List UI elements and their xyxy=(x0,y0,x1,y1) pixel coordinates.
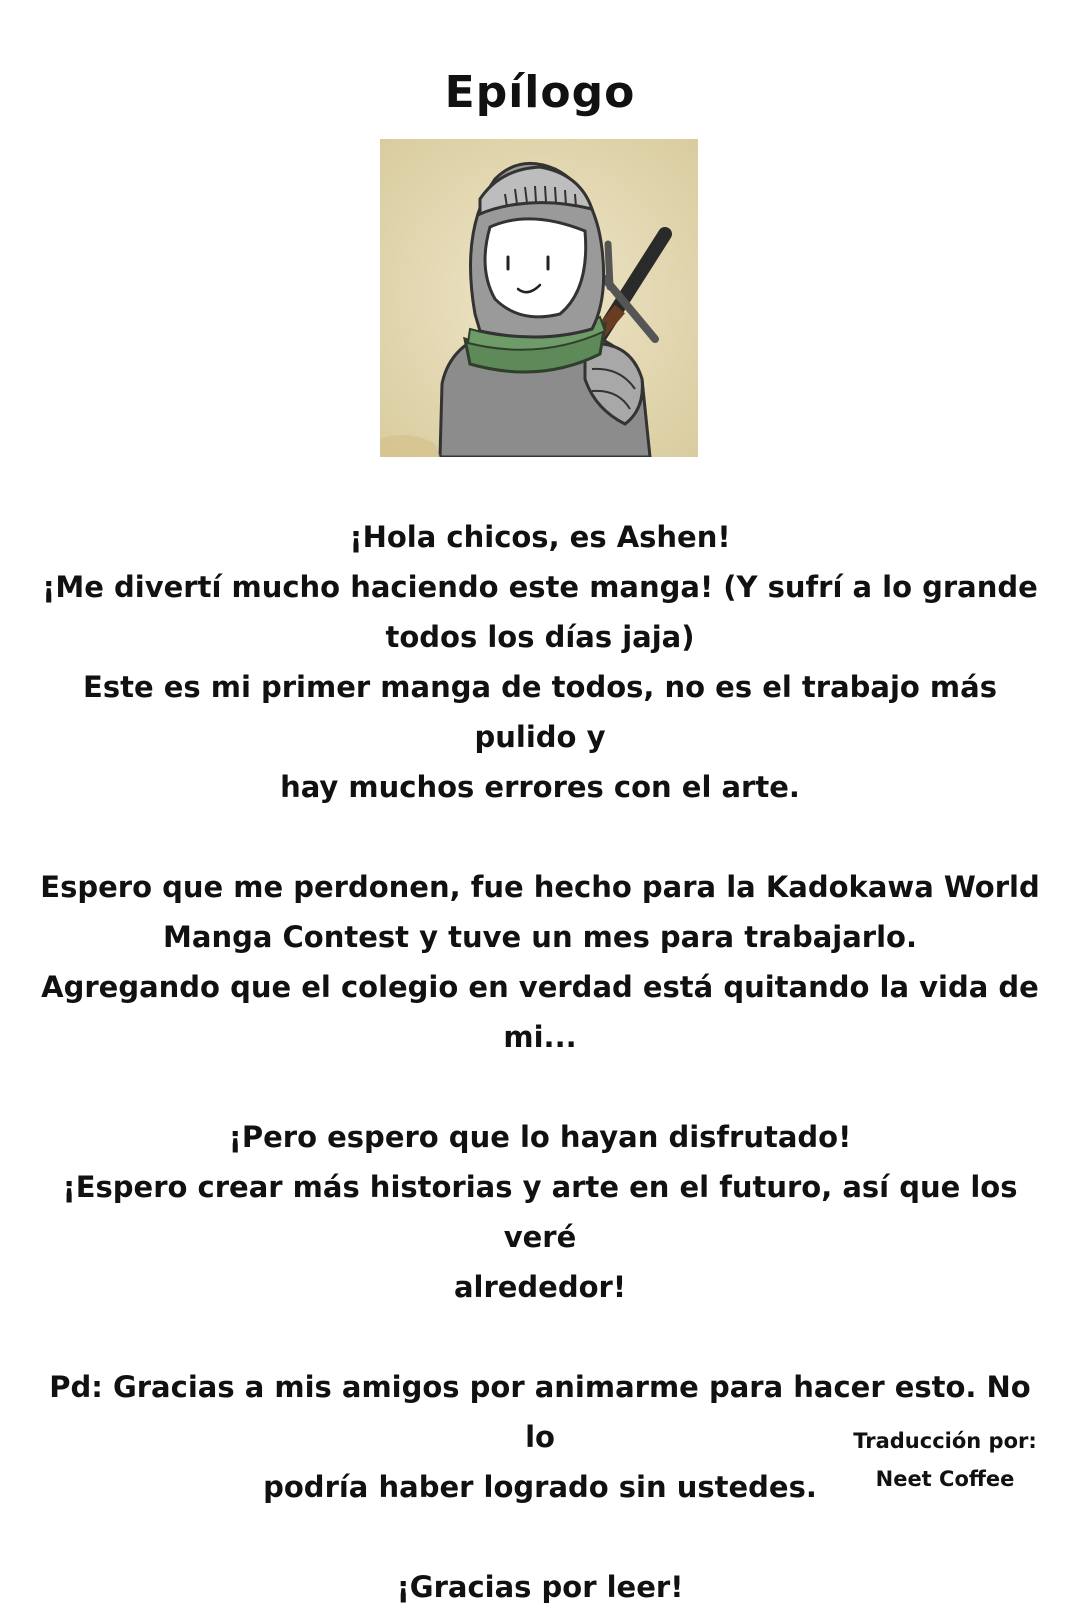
text-line: ¡Pero espero que lo hayan disfrutado! xyxy=(228,1120,852,1154)
knight-avatar-illustration xyxy=(380,139,698,457)
text-line: ¡Espero crear más historias y arte en el futuro, así que los veré xyxy=(62,1170,1018,1254)
text-line: hay muchos errores con el arte. xyxy=(280,770,800,804)
text-line: ¡Me divertí mucho haciendo este manga! (Y sufrí a lo grande xyxy=(42,570,1038,604)
knight-avatar-icon xyxy=(380,139,698,457)
text-line: ¡Gracias por leer! xyxy=(396,1570,684,1604)
text-line: Manga Contest y tuve un mes para trabajarlo. xyxy=(163,920,917,954)
paragraph-5 xyxy=(40,1562,1040,1612)
page-title: Epílogo xyxy=(444,67,636,119)
paragraph-2 xyxy=(40,862,1040,1062)
text-line: Agregando que el colegio en verdad está quitando la vida de mi... xyxy=(41,970,1039,1054)
paragraph-1 xyxy=(40,512,1040,812)
text-line: Espero que me perdonen, fue hecho para la Kadokawa World xyxy=(40,870,1040,904)
text-line: alrededor! xyxy=(453,1270,627,1304)
text-line: Pd: Gracias a mis amigos por animarme para hacer esto. No lo xyxy=(49,1370,1031,1454)
paragraph-3 xyxy=(40,1112,1040,1312)
credits-name: Neet Coffee xyxy=(875,1467,1015,1491)
text-line: todos los días jaja) xyxy=(385,620,695,654)
translation-credits xyxy=(840,1422,1050,1498)
text-line: ¡Hola chicos, es Ashen! xyxy=(349,520,731,554)
text-line: podría haber logrado sin ustedes. xyxy=(263,1470,817,1504)
credits-label: Traducción por: xyxy=(853,1429,1037,1453)
text-line: Este es mi primer manga de todos, no es el trabajo más pulido y xyxy=(83,670,997,754)
